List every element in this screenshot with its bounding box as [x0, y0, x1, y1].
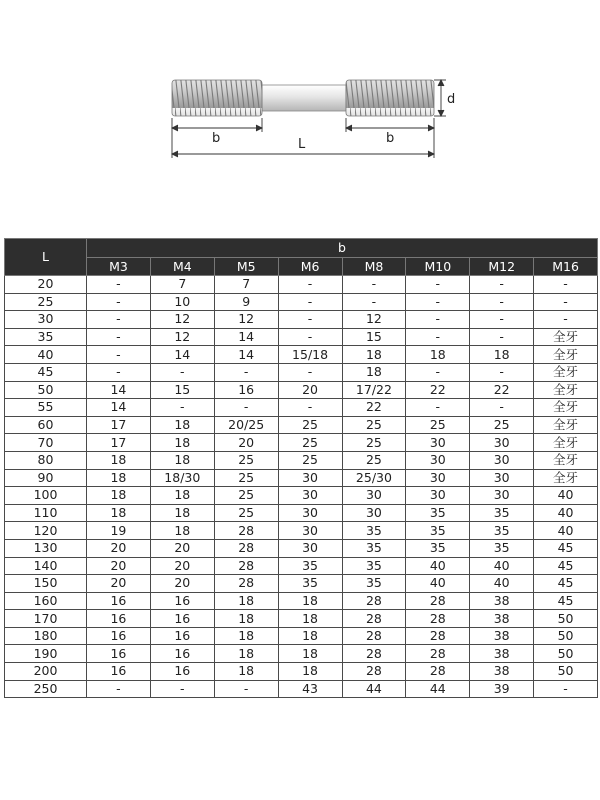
- thread-length-cell: 25: [214, 504, 278, 522]
- thread-length-cell: 20: [150, 557, 214, 575]
- thread-length-cell: 40: [406, 557, 470, 575]
- thread-length-cell: -: [278, 399, 342, 417]
- thread-size-header-row: [5, 258, 598, 276]
- thread-length-cell: -: [278, 293, 342, 311]
- thread-length-cell: -: [87, 293, 151, 311]
- table-row: [5, 434, 598, 452]
- thread-length-cell: 30: [278, 539, 342, 557]
- thread-length-cell: 18: [214, 663, 278, 681]
- thread-length-cell: 28: [406, 610, 470, 628]
- length-cell: 190: [5, 645, 87, 663]
- thread-length-cell: -: [150, 399, 214, 417]
- length-cell: 25: [5, 293, 87, 311]
- thread-length-cell: 35: [342, 522, 406, 540]
- thread-length-cell: 18: [406, 346, 470, 364]
- thread-length-cell: 25: [470, 416, 534, 434]
- length-cell: 45: [5, 363, 87, 381]
- thread-length-cell: 30: [406, 487, 470, 505]
- thread-length-cell: 16: [87, 610, 151, 628]
- thread-length-cell: 18: [278, 610, 342, 628]
- thread-length-cell: 20: [87, 575, 151, 593]
- thread-length-cell: 16: [214, 381, 278, 399]
- thread-length-cell: 35: [342, 539, 406, 557]
- length-cell: 200: [5, 663, 87, 681]
- thread-length-cell: 16: [150, 592, 214, 610]
- thread-length-cell: -: [470, 276, 534, 294]
- table-row: [5, 293, 598, 311]
- length-cell: 140: [5, 557, 87, 575]
- length-cell: 80: [5, 451, 87, 469]
- table-row: [5, 363, 598, 381]
- thread-length-cell: 全牙: [534, 469, 598, 487]
- thread-length-cell: 28: [406, 663, 470, 681]
- table-row: [5, 504, 598, 522]
- size-header-m8: M8: [342, 258, 406, 276]
- thread-length-cell: 40: [534, 487, 598, 505]
- thread-length-cell: 50: [534, 663, 598, 681]
- length-cell: 160: [5, 592, 87, 610]
- thread-length-cell: 44: [342, 680, 406, 698]
- thread-length-cell: -: [150, 680, 214, 698]
- thread-length-cell: 30: [342, 504, 406, 522]
- thread-length-cell: -: [534, 293, 598, 311]
- thread-length-cell: 14: [150, 346, 214, 364]
- length-cell: 250: [5, 680, 87, 698]
- thread-length-cell: -: [278, 276, 342, 294]
- thread-length-cell: 30: [278, 504, 342, 522]
- thread-length-cell: 18: [150, 451, 214, 469]
- thread-length-cell: 38: [470, 663, 534, 681]
- thread-length-cell: 28: [406, 592, 470, 610]
- thread-length-cell: 7: [214, 276, 278, 294]
- thread-length-cell: 40: [470, 575, 534, 593]
- thread-length-cell: 16: [87, 627, 151, 645]
- thread-length-cell: 38: [470, 610, 534, 628]
- thread-length-cell: -: [342, 276, 406, 294]
- stud-shank: [262, 85, 346, 111]
- dimension-L-label: L: [298, 137, 306, 152]
- table-row: [5, 346, 598, 364]
- l-column-header: L: [5, 239, 87, 276]
- thread-length-cell: 35: [470, 504, 534, 522]
- thread-length-cell: 39: [470, 680, 534, 698]
- thread-length-cell: 18: [342, 363, 406, 381]
- thread-length-cell: 9: [214, 293, 278, 311]
- thread-length-cell: -: [278, 328, 342, 346]
- thread-length-cell: 25: [342, 451, 406, 469]
- thread-length-cell: -: [342, 293, 406, 311]
- thread-length-cell: 18: [214, 592, 278, 610]
- thread-length-cell: 16: [150, 610, 214, 628]
- length-cell: 35: [5, 328, 87, 346]
- length-cell: 180: [5, 627, 87, 645]
- thread-length-cell: 18/30: [150, 469, 214, 487]
- thread-length-cell: -: [406, 293, 470, 311]
- thread-length-cell: 28: [406, 627, 470, 645]
- length-cell: 150: [5, 575, 87, 593]
- table-row: [5, 311, 598, 329]
- table-row: [5, 276, 598, 294]
- thread-length-cell: 17: [87, 434, 151, 452]
- b-column-group-header: b: [87, 239, 598, 258]
- thread-length-cell: 35: [278, 575, 342, 593]
- thread-length-cell: 35: [406, 504, 470, 522]
- thread-length-cell: 18: [150, 522, 214, 540]
- thread-length-cell: 18: [150, 434, 214, 452]
- table-row: [5, 539, 598, 557]
- thread-length-cell: -: [406, 363, 470, 381]
- length-cell: 50: [5, 381, 87, 399]
- thread-length-cell: 全牙: [534, 346, 598, 364]
- thread-length-cell: 25/30: [342, 469, 406, 487]
- thread-length-cell: 25: [214, 487, 278, 505]
- dimension-b-right-label: b: [386, 131, 395, 146]
- thread-length-cell: 14: [87, 399, 151, 417]
- thread-length-cell: 12: [150, 328, 214, 346]
- thread-length-cell: 28: [342, 592, 406, 610]
- thread-length-cell: 45: [534, 557, 598, 575]
- thread-length-cell: 22: [342, 399, 406, 417]
- thread-length-cell: 35: [406, 522, 470, 540]
- length-cell: 110: [5, 504, 87, 522]
- thread-length-cell: 18: [87, 451, 151, 469]
- thread-length-cell: 10: [150, 293, 214, 311]
- thread-length-cell: -: [406, 276, 470, 294]
- thread-length-cell: 18: [87, 487, 151, 505]
- length-cell: 30: [5, 311, 87, 329]
- thread-length-cell: -: [470, 328, 534, 346]
- thread-length-cell: -: [87, 680, 151, 698]
- stud-right-thread: [346, 80, 434, 116]
- thread-length-cell: -: [470, 399, 534, 417]
- thread-length-cell: 14: [214, 328, 278, 346]
- length-cell: 40: [5, 346, 87, 364]
- stud-spec-table: [4, 238, 598, 698]
- thread-length-cell: -: [278, 363, 342, 381]
- thread-length-cell: 25: [278, 416, 342, 434]
- thread-length-cell: 20: [87, 557, 151, 575]
- thread-length-cell: 35: [406, 539, 470, 557]
- thread-length-cell: 12: [150, 311, 214, 329]
- thread-length-cell: 18: [214, 610, 278, 628]
- table-row: [5, 610, 598, 628]
- thread-length-cell: -: [534, 276, 598, 294]
- size-header-m16: M16: [534, 258, 598, 276]
- length-cell: 70: [5, 434, 87, 452]
- stud-left-thread: [172, 80, 262, 116]
- table-row: [5, 487, 598, 505]
- thread-length-cell: 45: [534, 575, 598, 593]
- table-row: [5, 645, 598, 663]
- thread-length-cell: 7: [150, 276, 214, 294]
- table-row: [5, 557, 598, 575]
- length-cell: 170: [5, 610, 87, 628]
- thread-length-cell: 28: [214, 539, 278, 557]
- table-row: [5, 522, 598, 540]
- thread-length-cell: -: [87, 346, 151, 364]
- table-row: [5, 381, 598, 399]
- thread-length-cell: 16: [87, 645, 151, 663]
- thread-length-cell: 18: [87, 469, 151, 487]
- thread-length-cell: 30: [470, 451, 534, 469]
- thread-length-cell: 38: [470, 645, 534, 663]
- length-cell: 55: [5, 399, 87, 417]
- size-header-m5: M5: [214, 258, 278, 276]
- thread-length-cell: 30: [278, 522, 342, 540]
- thread-length-cell: -: [87, 363, 151, 381]
- thread-length-cell: 44: [406, 680, 470, 698]
- thread-length-cell: -: [470, 293, 534, 311]
- table-row: [5, 399, 598, 417]
- thread-length-cell: 28: [342, 663, 406, 681]
- thread-length-cell: 25: [278, 451, 342, 469]
- thread-length-cell: 50: [534, 645, 598, 663]
- thread-length-cell: 45: [534, 539, 598, 557]
- thread-length-cell: 35: [278, 557, 342, 575]
- thread-length-cell: 16: [150, 663, 214, 681]
- thread-length-cell: 28: [406, 645, 470, 663]
- thread-length-cell: 25: [214, 451, 278, 469]
- thread-length-cell: 30: [470, 469, 534, 487]
- thread-length-cell: -: [214, 680, 278, 698]
- size-header-m10: M10: [406, 258, 470, 276]
- thread-length-cell: 16: [87, 592, 151, 610]
- thread-length-cell: 17/22: [342, 381, 406, 399]
- thread-length-cell: 18: [470, 346, 534, 364]
- thread-length-cell: -: [150, 363, 214, 381]
- thread-length-cell: 25: [278, 434, 342, 452]
- dimension-d-label: d: [447, 92, 456, 107]
- thread-length-cell: 35: [470, 522, 534, 540]
- thread-length-cell: 18: [150, 487, 214, 505]
- thread-length-cell: 18: [150, 504, 214, 522]
- table-row: [5, 416, 598, 434]
- table-row: [5, 469, 598, 487]
- dimension-b-left-label: b: [212, 131, 221, 146]
- thread-length-cell: 50: [534, 627, 598, 645]
- thread-length-cell: 14: [87, 381, 151, 399]
- table-header: [5, 239, 598, 276]
- thread-length-cell: 35: [342, 557, 406, 575]
- thread-length-cell: 35: [470, 539, 534, 557]
- length-cell: 120: [5, 522, 87, 540]
- thread-length-cell: 18: [214, 645, 278, 663]
- dimension-d: [434, 80, 446, 116]
- thread-length-cell: -: [470, 311, 534, 329]
- thread-length-cell: 28: [342, 645, 406, 663]
- table-row: [5, 663, 598, 681]
- thread-length-cell: 全牙: [534, 363, 598, 381]
- thread-length-cell: 14: [214, 346, 278, 364]
- thread-length-cell: -: [278, 311, 342, 329]
- size-header-m3: M3: [87, 258, 151, 276]
- thread-length-cell: 25: [342, 434, 406, 452]
- thread-length-cell: 40: [534, 504, 598, 522]
- thread-length-cell: 30: [470, 434, 534, 452]
- thread-length-cell: -: [214, 399, 278, 417]
- thread-length-cell: 18: [87, 504, 151, 522]
- thread-length-cell: 全牙: [534, 416, 598, 434]
- length-cell: 130: [5, 539, 87, 557]
- thread-length-cell: 38: [470, 627, 534, 645]
- thread-length-cell: 43: [278, 680, 342, 698]
- thread-length-cell: -: [406, 311, 470, 329]
- thread-length-cell: 12: [214, 311, 278, 329]
- thread-length-cell: 40: [534, 522, 598, 540]
- size-header-m4: M4: [150, 258, 214, 276]
- thread-length-cell: -: [470, 363, 534, 381]
- thread-length-cell: 19: [87, 522, 151, 540]
- thread-length-cell: 18: [278, 645, 342, 663]
- thread-length-cell: -: [214, 363, 278, 381]
- table-row: [5, 328, 598, 346]
- thread-length-cell: -: [534, 311, 598, 329]
- size-header-m6: M6: [278, 258, 342, 276]
- thread-length-cell: 15: [342, 328, 406, 346]
- thread-length-cell: -: [534, 680, 598, 698]
- table-row: [5, 575, 598, 593]
- table-row: [5, 627, 598, 645]
- thread-length-cell: -: [406, 328, 470, 346]
- thread-length-cell: 28: [342, 627, 406, 645]
- thread-length-cell: 30: [278, 487, 342, 505]
- thread-length-cell: 全牙: [534, 399, 598, 417]
- thread-length-cell: 30: [406, 469, 470, 487]
- thread-length-cell: 16: [150, 627, 214, 645]
- thread-length-cell: 20: [150, 575, 214, 593]
- thread-length-cell: 16: [87, 663, 151, 681]
- thread-length-cell: 50: [534, 610, 598, 628]
- thread-length-cell: 30: [406, 434, 470, 452]
- thread-length-cell: 25: [214, 469, 278, 487]
- thread-length-cell: 20: [214, 434, 278, 452]
- thread-length-cell: 20: [87, 539, 151, 557]
- thread-length-cell: 20: [150, 539, 214, 557]
- thread-length-cell: 全牙: [534, 451, 598, 469]
- thread-length-cell: 全牙: [534, 328, 598, 346]
- thread-length-cell: 30: [406, 451, 470, 469]
- table-row: [5, 680, 598, 698]
- thread-length-cell: 28: [214, 575, 278, 593]
- thread-length-cell: 30: [470, 487, 534, 505]
- thread-length-cell: -: [87, 328, 151, 346]
- thread-length-cell: 18: [278, 663, 342, 681]
- thread-length-cell: 28: [342, 610, 406, 628]
- thread-length-cell: 45: [534, 592, 598, 610]
- thread-length-cell: 18: [278, 592, 342, 610]
- table-row: [5, 592, 598, 610]
- thread-length-cell: 15: [150, 381, 214, 399]
- thread-length-cell: 20: [278, 381, 342, 399]
- thread-length-cell: 22: [406, 381, 470, 399]
- thread-length-cell: -: [406, 399, 470, 417]
- thread-length-cell: 18: [278, 627, 342, 645]
- thread-length-cell: 17: [87, 416, 151, 434]
- thread-length-cell: 22: [470, 381, 534, 399]
- table-body: [5, 276, 598, 698]
- thread-length-cell: 35: [342, 575, 406, 593]
- thread-length-cell: 12: [342, 311, 406, 329]
- thread-length-cell: 18: [214, 627, 278, 645]
- size-header-m12: M12: [470, 258, 534, 276]
- thread-length-cell: 30: [278, 469, 342, 487]
- length-cell: 100: [5, 487, 87, 505]
- table-row: [5, 451, 598, 469]
- thread-length-cell: 16: [150, 645, 214, 663]
- stud-bolt-diagram: [0, 0, 600, 200]
- thread-length-cell: 40: [406, 575, 470, 593]
- thread-length-cell: -: [87, 276, 151, 294]
- thread-length-cell: 20/25: [214, 416, 278, 434]
- thread-length-cell: 38: [470, 592, 534, 610]
- thread-length-cell: 28: [214, 557, 278, 575]
- thread-length-cell: 18: [150, 416, 214, 434]
- thread-length-cell: 25: [406, 416, 470, 434]
- thread-length-cell: 25: [342, 416, 406, 434]
- thread-length-cell: 全牙: [534, 434, 598, 452]
- thread-length-cell: 30: [342, 487, 406, 505]
- length-cell: 20: [5, 276, 87, 294]
- thread-length-cell: 28: [214, 522, 278, 540]
- thread-length-cell: 15/18: [278, 346, 342, 364]
- thread-length-cell: -: [87, 311, 151, 329]
- length-cell: 60: [5, 416, 87, 434]
- thread-length-cell: 40: [470, 557, 534, 575]
- thread-length-cell: 18: [342, 346, 406, 364]
- thread-length-cell: 全牙: [534, 381, 598, 399]
- length-cell: 90: [5, 469, 87, 487]
